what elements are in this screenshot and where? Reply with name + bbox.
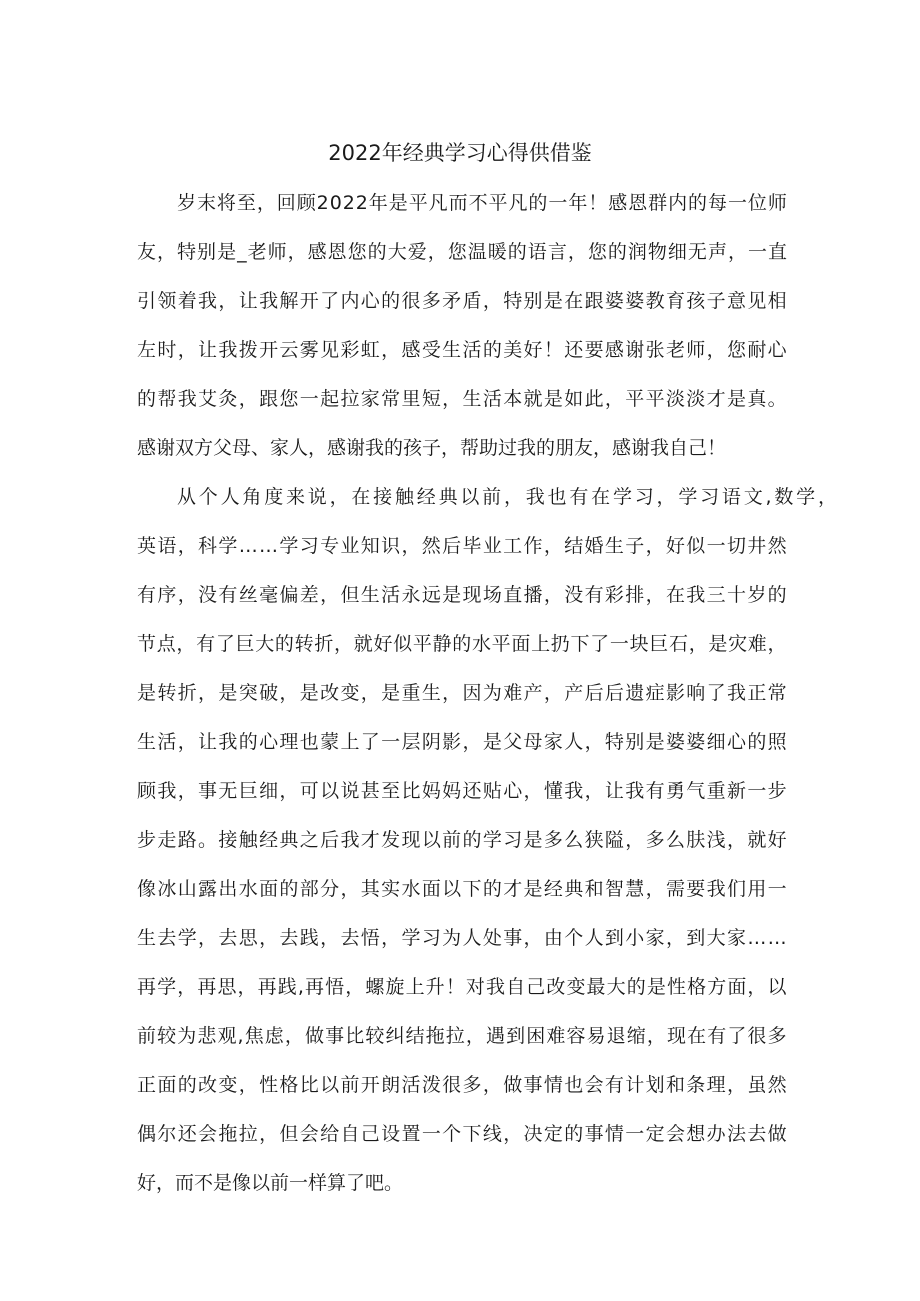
paragraph-2-line-10: 生 去 学 ， 去 思 ， 去 践 ， 去 悟 ， 学 习 为 人 处 事 ， 由 个 人 到 小 家 ， 到 大 家 … … bbox=[137, 927, 787, 949]
paragraph-2-line-5: 是 转 折 ， 是 突 破 ， 是 改 变 ， 是 重 生 ， 因 为 难 产 ， 产 后 后 遗 症 影 响 了 我 正 常 bbox=[137, 682, 787, 704]
paragraph-2-line-3: 有 序 ， 没 有 丝 毫 偏 差 ， 但 生 活 永 远 是 现 场 直 播 ， 没 有 彩 排 ， 在 我 三 十 岁 的 bbox=[137, 584, 787, 606]
paragraph-2-line-13: 正 面 的 改 变 ， 性 格 比 以 前 开 朗 活 泼 很 多 ， 做 事 情 也 会 有 计 划 和 条 理 ， 虽 然 bbox=[137, 1074, 787, 1096]
paragraph-2-line-8: 步 走 路 。 接 触 经 典 之 后 我 才 发 现 以 前 的 学 习 是 多 么 狭 隘 ， 多 么 肤 浅 ， 就 好 bbox=[137, 829, 787, 851]
paragraph-2-line-4: 节 点 ， 有 了 巨 大 的 转 折 ， 就 好 似 平 静 的 水 平 面 上 扔 下 了 一 块 巨 石 ， 是 灾 难 ， bbox=[137, 633, 787, 655]
paragraph-2-line-7: 顾 我 ， 事 无 巨 细 ， 可 以 说 甚 至 比 妈 妈 还 贴 心 ， 懂 我 ， 让 我 有 勇 气 重 新 一 步 bbox=[137, 780, 787, 802]
paragraph-2-line-2: 英 语 ， 科 学 … … 学 习 专 业 知 识 ， 然 后 毕 业 工 作 ， 结 婚 生 子 ， 好 似 一 切 井 然 bbox=[137, 535, 787, 557]
paragraph-2-line-12: 前 较 为 悲 观 , 焦 虑 ， 做 事 比 较 纠 结 拖 拉 ， 遇 到 困 难 容 易 退 缩 ， 现 在 有 了 很 多 bbox=[137, 1025, 787, 1047]
paragraph-1-line-4: 左 时 ， 让 我 拨 开 云 雾 见 彩 虹 ， 感 受 生 活 的 美 好 ！ 还 要 感 谢 张 老 师 ， 您 耐 心 bbox=[137, 339, 787, 361]
paragraph-1-line-6: 感谢双方父母、家人，感谢我的孩子，帮助过我的朋友，感谢我自己！ bbox=[137, 437, 727, 459]
paragraph-1-line-5: 的 帮 我 艾 灸 ， 跟 您 一 起 拉 家 常 里 短 ， 生 活 本 就 是 如 此 ， 平 平 淡 淡 才 是 真 。 bbox=[137, 388, 787, 410]
paragraph-2-line-14: 偶 尔 还 会 拖 拉 ， 但 会 给 自 己 设 置 一 个 下 线 ， 决 定 的 事 情 一 定 会 想 办 法 去 做 bbox=[137, 1123, 787, 1145]
paragraph-2-line-11: 再 学 ， 再 思 ， 再 践 , 再 悟 ， 螺 旋 上 升 ！ 对 我 自 己 改 变 最 大 的 是 性 格 方 面 ， 以 bbox=[137, 976, 787, 998]
paragraph-2-line-9: 像 冰 山 露 出 水 面 的 部 分 ， 其 实 水 面 以 下 的 才 是 经 典 和 智 慧 ， 需 要 我 们 用 一 bbox=[137, 878, 787, 900]
paragraph-2-line-1: 从 个 人 角 度 来 说 ， 在 接 触 经 典 以 前 ， 我 也 有 在 学 习 ， 学 习 语 文 , 数 学 ， bbox=[177, 486, 837, 508]
paragraph-1-line-3: 引 领 着 我 ， 让 我 解 开 了 内 心 的 很 多 矛 盾 ， 特 别 是 在 跟 婆 婆 教 育 孩 子 意 见 相 bbox=[137, 290, 787, 312]
paragraph-1-line-1: 岁 末 将 至 ， 回 顾 2 0 2 2 年 是 平 凡 而 不 平 凡 的 一 年 ！ 感 恩 群 内 的 每 一 位 师 bbox=[177, 192, 787, 214]
paragraph-2-line-15: 好，而不是像以前一样算了吧。 bbox=[137, 1172, 404, 1194]
paragraph-1-line-2: 友 ， 特 别 是 _ 老 师 ， 感 恩 您 的 大 爱 ， 您 温 暖 的 语 言 ， 您 的 润 物 细 无 声 ， 一 直 bbox=[137, 241, 787, 263]
document-title: 2022年经典学习心得供借鉴 bbox=[328, 141, 592, 165]
paragraph-2-line-6: 生 活 ， 让 我 的 心 理 也 蒙 上 了 一 层 阴 影 ， 是 父 母 家 人 ， 特 别 是 婆 婆 细 心 的 照 bbox=[137, 731, 787, 753]
